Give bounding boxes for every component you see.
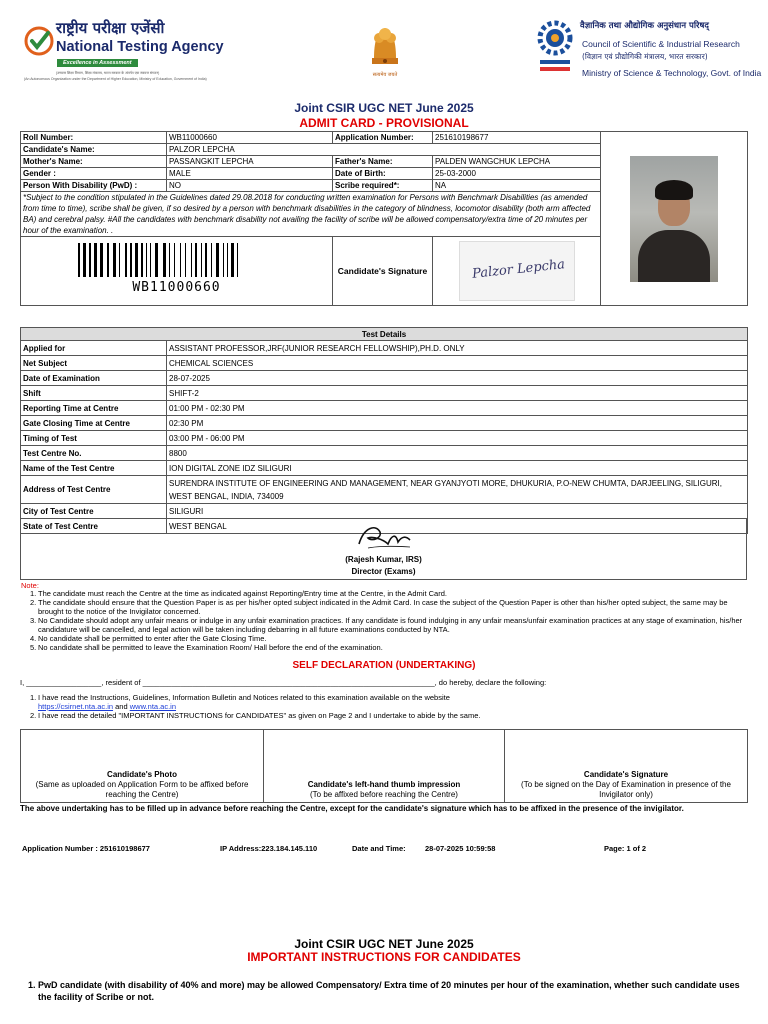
application-number-label: Application Number:	[333, 132, 433, 144]
barcode-bar	[94, 243, 97, 277]
scribe-value: NA	[433, 180, 601, 192]
csirnet-link[interactable]: https://csirnet.nta.ac.in	[38, 702, 114, 711]
barcode-bar	[185, 243, 186, 277]
exam-title: Joint CSIR UGC NET June 2025	[294, 101, 474, 115]
director-signature	[354, 522, 414, 552]
emblem-motto: सत्यमेव जयते	[372, 72, 398, 78]
nta-logo	[20, 16, 224, 96]
dob-label: Date of Birth:	[333, 168, 433, 180]
page2-exam-title: Joint CSIR UGC NET June 2025	[294, 937, 474, 951]
test-detail-label: Net Subject	[21, 356, 167, 371]
barcode-bar	[78, 243, 80, 277]
candidate-signature-label: Candidate's Signature	[333, 237, 433, 306]
candidate-name-label: Candidate's Name:	[21, 144, 167, 156]
test-detail-value: SILIGURI	[167, 504, 748, 519]
candidate-signature-image	[459, 241, 575, 301]
page2-instructions-title: IMPORTANT INSTRUCTIONS FOR CANDIDATES	[247, 950, 521, 964]
father-name-label: Father's Name:	[333, 156, 433, 168]
footer-application-number: Application Number : 251610198677	[22, 844, 150, 853]
barcode-bar	[216, 243, 219, 277]
barcode-bar	[191, 243, 192, 277]
candidate-signature-cell	[433, 237, 601, 306]
gender-value: MALE	[167, 168, 333, 180]
csir-hindi-name: वैज्ञानिक तथा औद्योगिक अनुसंधान परिषद्	[580, 21, 709, 31]
barcode-bar	[180, 243, 181, 277]
test-detail-label: Shift	[21, 386, 167, 401]
test-detail-row	[21, 386, 748, 401]
nta-subtitle-hindi: (उच्चतर शिक्षा विभाग, शिक्षा मंत्रालय, भारत सरकार के अंतर्गत एक स्वायत्त संगठन)	[56, 71, 160, 75]
barcode-image	[74, 243, 279, 277]
declaration-item: 1. I have read the Instructions, Guidelines, Information Bulletin and Notices related to this examination available on the website https://csirnet.nta.ac.in and www.nta.ac.in	[30, 693, 450, 711]
barcode-bar	[211, 243, 212, 277]
page-header	[0, 0, 768, 100]
declaration-item: 2. I have read the detailed "IMPORTANT INSTRUCTIONS for CANDIDATES" as given on Page 2 and I undertake to abide by the same.	[30, 711, 481, 720]
barcode-bar	[150, 243, 151, 277]
test-detail-value: SURENDRA INSTITUTE OF ENGINEERING AND MANAGEMENT, NEAR GYANJYOTI MORE, DHUKURIA, P.O-NEW CHUMTA, DARJEELING, SILIGURI, WEST BENGAL, INDIA, 734009	[167, 476, 748, 504]
csir-logo	[536, 18, 766, 84]
test-detail-label: Test Centre No.	[21, 446, 167, 461]
test-detail-row	[21, 371, 748, 386]
nta-tagline: Excellence in Assessment	[57, 59, 138, 67]
pwd-value: NO	[167, 180, 333, 192]
director-name: (Rajesh Kumar, IRS)	[345, 555, 422, 564]
barcode-bar	[100, 243, 103, 277]
barcode-bar	[231, 243, 234, 277]
test-detail-label: Address of Test Centre	[21, 476, 167, 504]
self-declaration-title: SELF DECLARATION (UNDERTAKING)	[292, 660, 476, 671]
barcode-bar	[113, 243, 116, 277]
barcode-bar	[135, 243, 138, 277]
test-detail-value: 01:00 PM - 02:30 PM	[167, 401, 748, 416]
thumb-box-title: Candidate's left-hand thumb impression	[307, 780, 461, 789]
candidate-name-value: PALZOR LEPCHA	[167, 144, 601, 156]
test-detail-label: Name of the Test Centre	[21, 461, 167, 476]
test-detail-value: WEST BENGAL	[167, 519, 748, 534]
barcode-bar	[174, 243, 175, 277]
test-detail-label: City of Test Centre	[21, 504, 167, 519]
roll-number-value: WB11000660	[167, 132, 333, 144]
footer-ip-address: IP Address:223.184.145.110	[220, 844, 318, 853]
barcode-bar	[130, 243, 132, 277]
nta-name: National Testing Agency	[56, 39, 224, 55]
barcode-bar	[201, 243, 202, 277]
signature-box-title: Candidate's Signature	[583, 770, 669, 779]
undertaking-boxes	[20, 729, 748, 803]
test-detail-row	[21, 476, 748, 504]
test-detail-row	[21, 356, 748, 371]
barcode-bar	[146, 243, 147, 277]
barcode-bar	[227, 243, 228, 277]
note-item: 5. No candidate shall be permitted to leave the Examination Room/ Hall before the end of the examination.	[30, 643, 383, 652]
mother-name-value: PASSANGKIT LEPCHA	[167, 156, 333, 168]
note-item: 4. No candidate shall be permitted to enter after the Gate Closing Time.	[30, 634, 267, 643]
note-item: 2. The candidate should ensure that the Question Paper is as per his/her opted subject indicated in the Admit Card. In case the subject of the Question Paper is other than his/her opted subject, the same may be brought to the notice of the Invigilator concerned.	[30, 598, 728, 616]
candidate-details-table	[20, 131, 748, 306]
barcode-bar	[195, 243, 197, 277]
test-detail-label: Applied for	[21, 341, 167, 356]
barcode-bar	[223, 243, 224, 277]
roll-number-label: Roll Number:	[21, 132, 167, 144]
test-detail-row	[21, 401, 748, 416]
note-item: 1. The candidate must reach the Centre at the time as indicated against Reporting/Entry time at the Centre, in the Admit Card.	[30, 589, 447, 598]
csir-ministry: Ministry of Science & Technology, Govt. of India	[582, 68, 762, 78]
test-detail-value: SHIFT-2	[167, 386, 748, 401]
test-detail-value: 02:30 PM	[167, 416, 748, 431]
undertaking-warning: The above undertaking has to be filled up in advance before reaching the Centre, except for the candidate's signature which has to be affixed in the presence of the invigilator.	[20, 804, 684, 813]
footer-datetime-label: Date and Time:	[352, 844, 406, 853]
declaration-line: I, __________________, resident of ______________________________________________________________________, do hereby, declare the following:	[20, 678, 547, 687]
photo-box-title: Candidate's Photo	[107, 770, 177, 779]
director-signature-block	[20, 518, 747, 580]
barcode-bar	[107, 243, 109, 277]
test-detail-row	[21, 461, 748, 476]
barcode-bar	[155, 243, 158, 277]
test-details-table	[20, 327, 748, 534]
barcode-bar	[141, 243, 143, 277]
director-designation: Director (Exams)	[351, 567, 416, 576]
test-detail-row	[21, 446, 748, 461]
scribe-note: *Subject to the condition stipulated in the Guidelines dated 29.08.2018 for conducting written examination for Persons with Benchmark Disabilities (as amended from time to time), scribe shall be given, if so desired by a person with benchmark disabilities in the category of blindness, locomotor disability (both arm affected BA) and cerebral palsy. #All the candidates with benchmark disability not availing the facility of scribe will be allowed compensatory/extra time of 20 minutes per hour of the examination. .	[21, 192, 601, 237]
test-detail-value: 8800	[167, 446, 748, 461]
father-name-value: PALDEN WANGCHUK LEPCHA	[433, 156, 601, 168]
page2-instruction-item: 1. PwD candidate (with disability of 40% and more) may be allowed Compensatory/ Extra time of 20 minutes per hour of the examination, whether such candidate uses the facility of Scribe or not.	[28, 980, 740, 1002]
mother-name-label: Mother's Name:	[21, 156, 167, 168]
scribe-label: Scribe required*:	[333, 180, 433, 192]
barcode-bar	[89, 243, 91, 277]
state-emblem	[358, 18, 412, 84]
signature-box-subtitle: (To be signed on the Day of Examination in presence of the Invigilator only)	[521, 780, 731, 799]
barcode-bar	[83, 243, 86, 277]
nta-hindi-name: राष्ट्रीय परीक्षा एजेंसी	[56, 19, 165, 37]
signature-box	[505, 730, 748, 803]
test-detail-row	[21, 431, 748, 446]
csir-ministry-hindi: (विज्ञान एवं प्रौद्योगिकी मंत्रालय, भारत सरकार)	[582, 52, 708, 61]
test-details-heading: Test Details	[21, 328, 748, 341]
test-detail-value: CHEMICAL SCIENCES	[167, 356, 748, 371]
csir-name: Council of Scientific & Industrial Research	[582, 39, 740, 49]
footer-page-number: Page: 1 of 2	[604, 844, 647, 853]
photo-box	[21, 730, 264, 803]
candidate-photo-cell	[601, 132, 748, 306]
note-title: Note:	[21, 581, 39, 590]
gender-label: Gender :	[21, 168, 167, 180]
csir-gear-icon	[536, 18, 574, 76]
barcode-bar	[205, 243, 207, 277]
nta-subtitle: (An Autonomous Organization under the Department of Higher Education, Ministry of Education, Government of India)	[24, 77, 207, 81]
barcode-bar	[125, 243, 127, 277]
barcode-bar	[119, 243, 120, 277]
test-detail-row	[21, 504, 748, 519]
nta-link[interactable]: www.nta.ac.in	[129, 702, 177, 711]
test-detail-label: Date of Examination	[21, 371, 167, 386]
test-detail-value: 03:00 PM - 06:00 PM	[167, 431, 748, 446]
pwd-label: Person With Disability (PwD) :	[21, 180, 167, 192]
footer-datetime: 28-07-2025 10:59:58	[425, 844, 496, 853]
test-detail-value: 28-07-2025	[167, 371, 748, 386]
photo-box-subtitle: (Same as uploaded on Application Form to be affixed before reaching the Centre)	[35, 780, 249, 799]
test-detail-label: Timing of Test	[21, 431, 167, 446]
declaration-list	[30, 693, 748, 720]
thumb-box	[264, 730, 505, 803]
candidate-signature-text: Palzor Lepcha	[470, 257, 566, 282]
barcode-cell	[21, 237, 333, 306]
application-number-value: 251610198677	[433, 132, 601, 144]
test-detail-label: Gate Closing Time at Centre	[21, 416, 167, 431]
nta-checkmark-icon	[24, 26, 54, 56]
note-item: 3. No Candidate should adopt any unfair means or indulge in any unfair examination practices. If any candidate is found indulging in any unfair means/unfair examination practices at any stage of examination, his/her candidature will be cancelled, and legal action will be taken including debarring in all future examinations conducted by NTA.	[30, 616, 743, 634]
test-detail-value: ION DIGITAL ZONE IDZ SILIGURI	[167, 461, 748, 476]
notes-list	[30, 589, 748, 652]
test-detail-label: Reporting Time at Centre	[21, 401, 167, 416]
ashoka-lion-emblem-icon	[358, 18, 412, 72]
thumb-box-subtitle: (To be affixed before reaching the Centre)	[310, 790, 458, 799]
dob-value: 25-03-2000	[433, 168, 601, 180]
test-detail-value: ASSISTANT PROFESSOR,JRF(JUNIOR RESEARCH FELLOWSHIP),PH.D. ONLY	[167, 341, 748, 356]
test-detail-label: State of Test Centre	[21, 519, 167, 534]
candidate-photo	[630, 156, 718, 282]
test-detail-row	[21, 341, 748, 356]
barcode-bar	[237, 243, 238, 277]
test-detail-row	[21, 416, 748, 431]
barcode-bar	[163, 243, 166, 277]
barcode-bar	[169, 243, 170, 277]
barcode-number: WB11000660	[132, 280, 221, 295]
admit-card-title: ADMIT CARD - PROVISIONAL	[299, 116, 469, 130]
